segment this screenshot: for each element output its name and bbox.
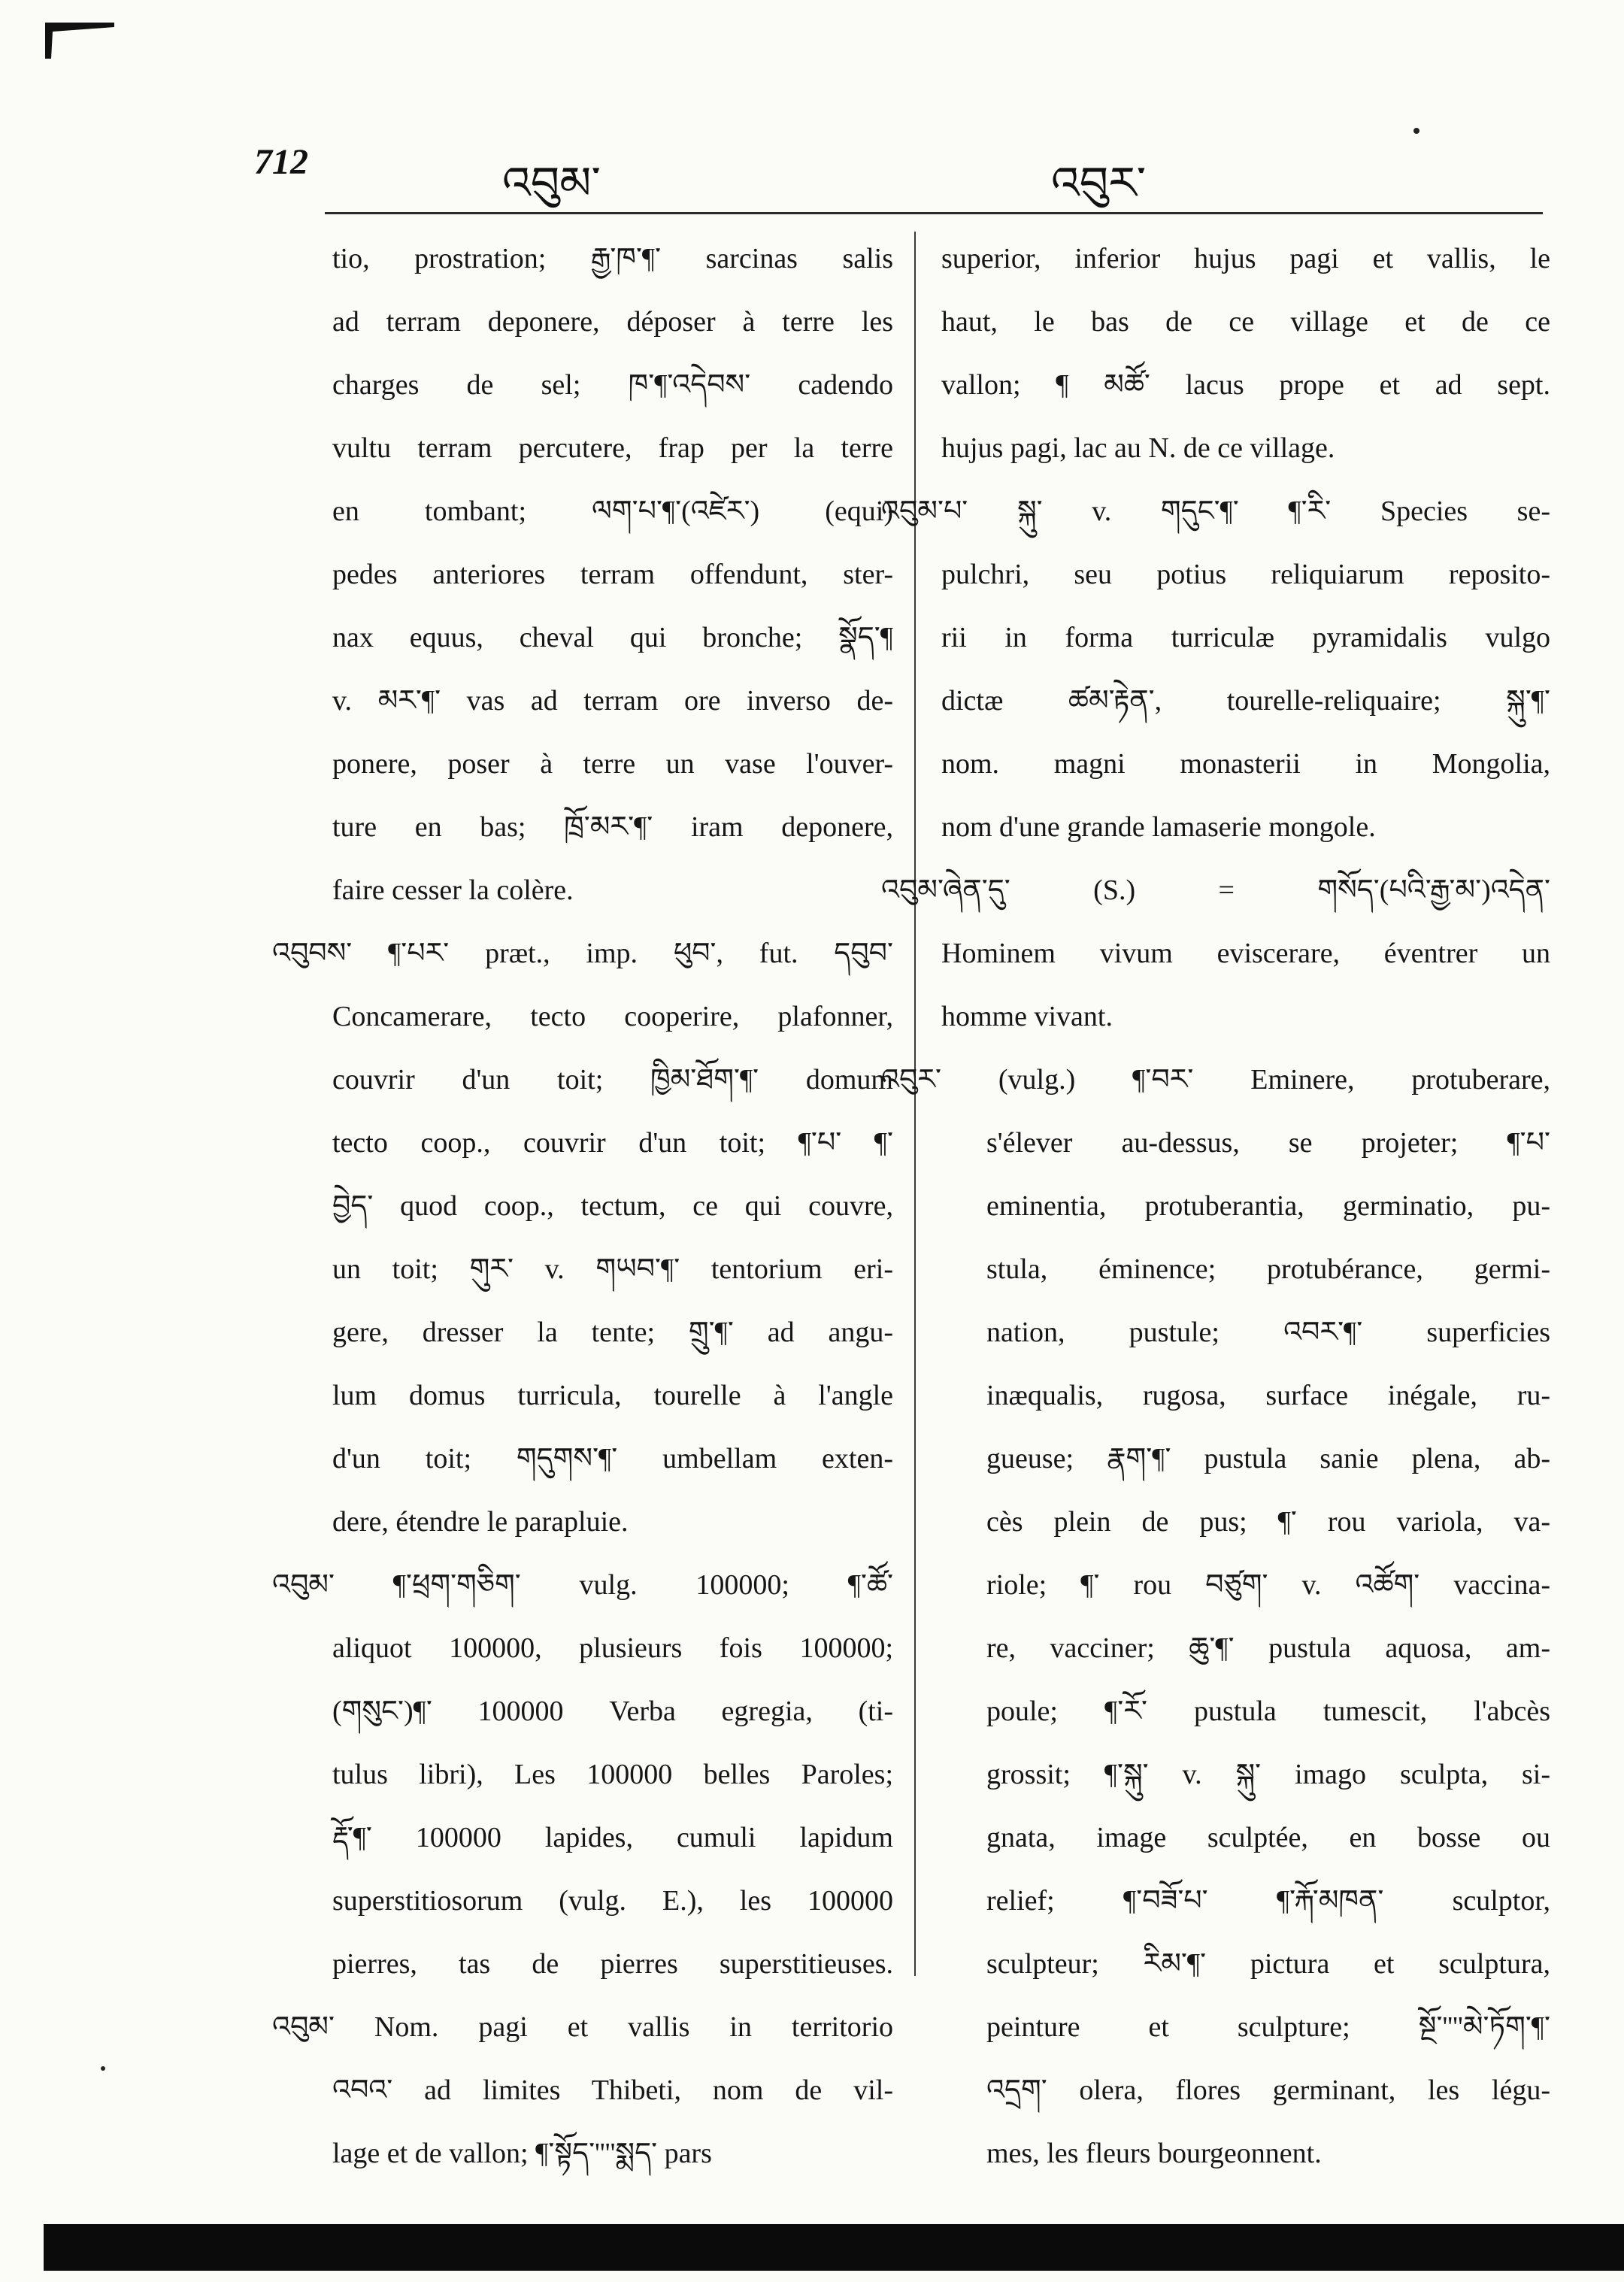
text-line: འདྲག་ olera, flores germinant, les légu-	[986, 2074, 1550, 2106]
text-line: hujus pagi, lac au N. de ce village.	[941, 432, 1335, 464]
text-line: nom. magni monasterii in Mongolia,	[941, 748, 1550, 780]
text-line: riole; ¶་ rou བཙུག་ v. འཚོག་ vaccina-	[986, 1569, 1550, 1601]
text-line: poule; ¶་རོ་ pustula tumescit, l'abcès	[986, 1696, 1550, 1727]
text-line: pierres, tas de pierres superstitieuses.	[332, 1948, 893, 1980]
text-line: dere, étendre le parapluie.	[332, 1506, 629, 1538]
text-line: pulchri, seu potius reliquiarum reposito-	[941, 559, 1550, 590]
scan-bottom-edge	[44, 2224, 1624, 2271]
text-line: couvrir d'un toit; ཁྱིམ་ཐོག་¶་ domum	[332, 1064, 893, 1096]
speck-bottom	[101, 2066, 105, 2071]
text-line: eminentia, protuberantia, germinatio, pu-	[986, 1190, 1550, 1222]
text-line: རྡོ་¶་ 100000 lapides, cumuli lapidum	[332, 1822, 893, 1853]
text-line: superior, inferior hujus pagi et vallis, le	[941, 243, 1550, 274]
text-line: འབའ་ ad limites Thibeti, nom de vil-	[332, 2074, 893, 2106]
text-line: d'un toit; གདུགས་¶་ umbellam exten-	[332, 1443, 893, 1474]
text-line: gueuse; རྣག་¶་ pustula sanie plena, ab-	[986, 1443, 1550, 1474]
running-headword-right: འབུར་	[1051, 157, 1147, 210]
text-line: lum domus turricula, tourelle à l'angle	[332, 1380, 893, 1411]
page-number: 712	[254, 142, 308, 182]
text-line: re, vacciner; ཆུ་¶་ pustula aquosa, am-	[986, 1632, 1550, 1664]
left-column	[272, 227, 893, 2185]
text-line: ture en bas; ཁྲོ་མར་¶་ iram deponere,	[332, 811, 893, 843]
text-line: tulus libri), Les 100000 belles Paroles;	[332, 1759, 893, 1790]
text-line: stula, éminence; protubérance, germi-	[986, 1253, 1550, 1285]
text-line: gere, dresser la tente; གྲུ་¶་ ad angu-	[332, 1317, 893, 1348]
entry-headword-line: འབུམ་ ¶་ཕྲག་གཅིག་ vulg. 100000; ¶་ཚོ་	[272, 1569, 893, 1601]
corner-crop-mark	[45, 21, 114, 59]
text-line: sculpteur; རིམ་¶་ pictura et sculptura,	[986, 1948, 1550, 1980]
entry-headword-line: འབུམ་ Nom. pagi et vallis in territorio	[272, 2011, 893, 2043]
text-line: tecto coop., couvrir d'un toit; ¶་པ་ ¶་	[332, 1127, 893, 1159]
text-line: Hominem vivum eviscerare, éventrer un	[941, 938, 1550, 969]
entry-headword-line: འབུམ་པ་ སྐུ་ v. གདུང་¶་ ¶་རི་ Species se-	[881, 495, 1550, 527]
header-rule	[325, 212, 1543, 214]
text-line: Concamerare, tecto cooperire, plafonner,	[332, 1001, 893, 1032]
text-line: inæqualis, rugosa, surface inégale, ru-	[986, 1380, 1550, 1411]
running-headword-left: འབུམ་	[502, 157, 601, 210]
text-line: relief; ¶་བཟོ་པ་ ¶་རྐོ་མཁན་ sculptor,	[986, 1885, 1550, 1917]
text-line: grossit; ¶་སྐུ་ v. སྐུ་ imago sculpta, si-	[986, 1759, 1550, 1790]
text-line: tio, prostration; རྒྱ་ཁ་¶་ sarcinas salis	[332, 243, 893, 274]
text-line: (གསུང་)¶་ 100000 Verba egregia, (ti-	[332, 1696, 893, 1727]
text-line: mes, les fleurs bourgeonnent.	[986, 2138, 1322, 2169]
speck-top	[1413, 128, 1419, 134]
text-line: cès plein de pus; ¶་ rou variola, va-	[986, 1506, 1550, 1538]
text-line: rii in forma turriculæ pyramidalis vulgo	[941, 622, 1550, 653]
right-column	[881, 227, 1550, 2185]
text-line: superstitiosorum (vulg. E.), les 100000	[332, 1885, 893, 1917]
text-line: lage et de vallon; ¶་སྟོད་''''སྨད་ pars	[332, 2138, 712, 2169]
text-line: v. མར་¶་ vas ad terram ore inverso de-	[332, 685, 893, 717]
entry-headword-line: འབུར་ (vulg.) ¶་བར་ Eminere, protuberare,	[881, 1064, 1550, 1096]
text-line: peinture et sculpture; སྔོ་''''མེ་ཏོག་¶་	[986, 2011, 1550, 2043]
text-line: ad terram deponere, déposer à terre les	[332, 306, 893, 338]
text-line: aliquot 100000, plusieurs fois 100000;	[332, 1632, 893, 1664]
text-line: haut, le bas de ce village et de ce	[941, 306, 1550, 338]
text-line: en tombant; ལག་པ་¶་(འཛེར་) (equi)	[332, 495, 893, 527]
text-line: vallon; ¶ མཚོ་ lacus prope et ad sept.	[941, 369, 1550, 401]
text-line: gnata, image sculptée, en bosse ou	[986, 1822, 1550, 1853]
text-line: charges de sel; ཁ་¶་འདེབས་ cadendo	[332, 369, 893, 401]
text-line: vultu terram percutere, frap per la terre	[332, 432, 893, 464]
text-line: homme vivant.	[941, 1001, 1113, 1032]
text-line: ponere, poser à terre un vase l'ouver-	[332, 748, 893, 780]
entry-headword-line: འབུབས་ ¶་པར་ præt., imp. ཕུབ་, fut. དབུབ་	[272, 938, 893, 969]
text-line: nax equus, cheval qui bronche; སྣོད་¶	[332, 622, 893, 653]
text-line: བྱེད་ quod coop., tectum, ce qui couvre,	[332, 1190, 893, 1222]
text-line: dictæ ཚམ་རྟེན་, tourelle-reliquaire; སྐུ་¶་	[941, 685, 1550, 717]
entry-headword-line: འབུམ་ཞེན་དུ་ (S.) = གསོད་(པའི་རྒྱ་མ་)འདེན་	[881, 874, 1550, 906]
text-line: faire cesser la colère.	[332, 874, 574, 906]
text-line: nation, pustule; འབར་¶་ superficies	[986, 1317, 1550, 1348]
text-line: nom d'une grande lamaserie mongole.	[941, 811, 1376, 843]
text-line: un toit; གུར་ v. གཡབ་¶་ tentorium eri-	[332, 1253, 893, 1285]
text-line: s'élever au-dessus, se projeter; ¶་པ་	[986, 1127, 1550, 1159]
text-line: pedes anteriores terram offendunt, ster-	[332, 559, 893, 590]
